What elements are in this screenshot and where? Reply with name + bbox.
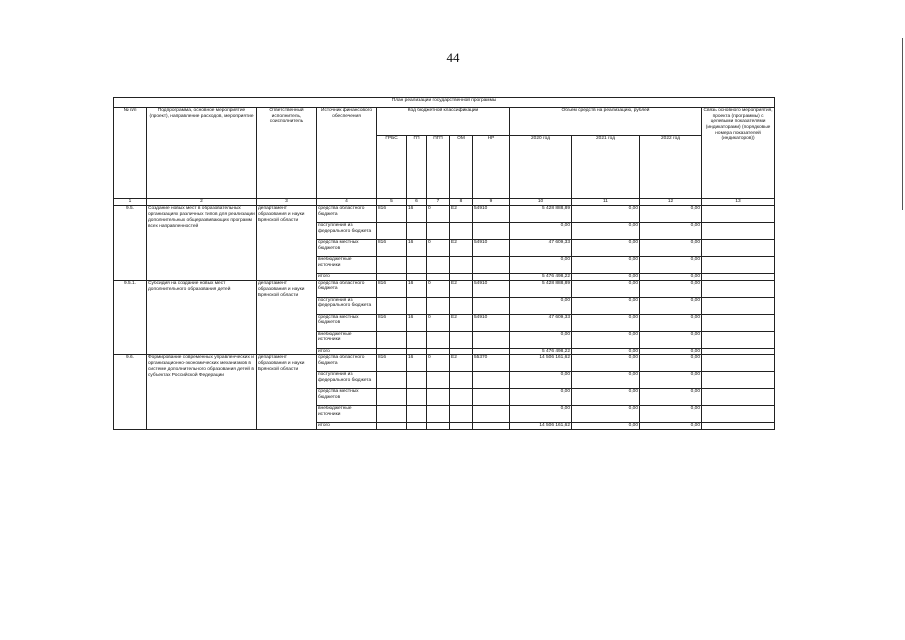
indicator-link-cell xyxy=(702,331,775,348)
header-om: ОМ xyxy=(450,136,473,199)
amount-2021: 0,00 xyxy=(572,274,640,281)
program-plan-table xyxy=(113,97,775,430)
amount-2021: 0,00 xyxy=(572,314,640,331)
amount-2020: 5 476 498,22 xyxy=(510,274,572,281)
grbs-code xyxy=(377,406,407,423)
indicator-link-cell xyxy=(702,314,775,331)
pgp-code xyxy=(427,406,450,423)
funding-source: внебюджетные источники xyxy=(317,257,377,274)
column-number: 10 xyxy=(510,199,572,206)
amount-2020: 0,00 xyxy=(510,406,572,423)
gp-code xyxy=(407,423,427,430)
gp-code xyxy=(407,223,427,240)
indicator-link-cell xyxy=(702,257,775,274)
indicator-link-cell xyxy=(702,423,775,430)
header-subprogram: Подпрограмма, основное мероприятие (проект), направление расходов, мероприятие xyxy=(147,108,257,199)
amount-2021: 0,00 xyxy=(572,331,640,348)
column-number: 4 xyxy=(317,199,377,206)
grbs-code: 816 xyxy=(377,314,407,331)
grbs-code xyxy=(377,372,407,389)
grbs-code xyxy=(377,423,407,430)
row-executor: департамент образования и науки Брянской области xyxy=(257,355,317,430)
grbs-code xyxy=(377,297,407,314)
row-title: Создание новых мест в образовательных организациях различных типов для реализации дополнительных общеразвивающих программ всех направленностей xyxy=(147,206,257,281)
om-code: E2 xyxy=(450,355,473,372)
funding-source: итого xyxy=(317,423,377,430)
amount-2021: 0,00 xyxy=(572,355,640,372)
pgp-code xyxy=(427,274,450,281)
amount-2022: 0,00 xyxy=(640,372,702,389)
header-gp: ГП xyxy=(407,136,427,199)
om-code: E2 xyxy=(450,206,473,223)
column-number: 7 xyxy=(427,199,450,206)
funding-source: итого xyxy=(317,348,377,355)
gp-code: 16 xyxy=(407,206,427,223)
column-number: 8 xyxy=(450,199,473,206)
column-number: 6 xyxy=(407,199,427,206)
row-number: 9.5.1. xyxy=(114,280,147,355)
header-grbs: ГРБС xyxy=(377,136,407,199)
funding-source: средства местных бюджетов xyxy=(317,314,377,331)
row-number: 9.6. xyxy=(114,355,147,430)
amount-2022: 0,00 xyxy=(640,280,702,297)
grbs-code: 816 xyxy=(377,240,407,257)
om-code xyxy=(450,372,473,389)
nr-code xyxy=(473,372,510,389)
nr-code xyxy=(473,297,510,314)
table-row-obl xyxy=(114,206,775,223)
nr-code xyxy=(473,223,510,240)
header-2021: 2021 год xyxy=(572,136,640,199)
grbs-code xyxy=(377,257,407,274)
pgp-code xyxy=(427,348,450,355)
gp-code: 16 xyxy=(407,280,427,297)
om-code xyxy=(450,348,473,355)
funding-source: средства областного бюджета xyxy=(317,280,377,297)
grbs-code xyxy=(377,274,407,281)
indicator-link-cell xyxy=(702,406,775,423)
funding-source: поступления из федерального бюджета xyxy=(317,372,377,389)
nr-code xyxy=(473,389,510,406)
nr-code: 54910 xyxy=(473,314,510,331)
indicator-link-cell xyxy=(702,240,775,257)
grbs-code xyxy=(377,389,407,406)
gp-code: 16 xyxy=(407,314,427,331)
gp-code xyxy=(407,331,427,348)
amount-2020: 0,00 xyxy=(510,223,572,240)
column-number: 11 xyxy=(572,199,640,206)
amount-2020: 0,00 xyxy=(510,331,572,348)
pgp-code: 0 xyxy=(427,314,450,331)
amount-2020: 47 609,33 xyxy=(510,314,572,331)
page-number: 44 xyxy=(446,50,460,65)
pgp-code xyxy=(427,257,450,274)
om-code: E2 xyxy=(450,280,473,297)
amount-2021: 0,00 xyxy=(572,348,640,355)
pgp-code xyxy=(427,331,450,348)
pgp-code: 0 xyxy=(427,355,450,372)
gp-code xyxy=(407,348,427,355)
pgp-code xyxy=(427,297,450,314)
indicator-link-cell xyxy=(702,206,775,223)
pgp-code: 0 xyxy=(427,280,450,297)
amount-2021: 0,00 xyxy=(572,206,640,223)
header-2020: 2020 год xyxy=(510,136,572,199)
amount-2022: 0,00 xyxy=(640,423,702,430)
funding-source: итого xyxy=(317,274,377,281)
pgp-code xyxy=(427,423,450,430)
pgp-code xyxy=(427,223,450,240)
amount-2020: 0,00 xyxy=(510,257,572,274)
om-code xyxy=(450,389,473,406)
indicator-link-cell xyxy=(702,223,775,240)
amount-2020: 0,00 xyxy=(510,372,572,389)
gp-code: 16 xyxy=(407,240,427,257)
gp-code xyxy=(407,389,427,406)
amount-2022: 0,00 xyxy=(640,406,702,423)
nr-code xyxy=(473,406,510,423)
column-number: 13 xyxy=(702,199,775,206)
gp-code xyxy=(407,372,427,389)
funding-source: внебюджетные источники xyxy=(317,331,377,348)
header-volume: Объем средств на реализацию, рублей xyxy=(510,108,702,136)
amount-2020: 5 428 888,89 xyxy=(510,280,572,297)
grbs-code xyxy=(377,331,407,348)
amount-2022: 0,00 xyxy=(640,355,702,372)
indicator-link-cell xyxy=(702,297,775,314)
indicator-link-cell xyxy=(702,389,775,406)
amount-2020: 47 609,33 xyxy=(510,240,572,257)
om-code: E2 xyxy=(450,240,473,257)
grbs-code: 816 xyxy=(377,206,407,223)
amount-2022: 0,00 xyxy=(640,348,702,355)
amount-2022: 0,00 xyxy=(640,240,702,257)
header-pgp: ПГП xyxy=(427,136,450,199)
header-nr: НР xyxy=(473,136,510,199)
om-code xyxy=(450,423,473,430)
indicator-link-cell xyxy=(702,274,775,281)
amount-2021: 0,00 xyxy=(572,389,640,406)
header-2022: 2022 год xyxy=(640,136,702,199)
header-source: Источник финансового обеспечения xyxy=(317,108,377,199)
funding-source: внебюджетные источники xyxy=(317,406,377,423)
column-number: 5 xyxy=(377,199,407,206)
gp-code xyxy=(407,297,427,314)
header-executor: Ответственный исполнитель, соисполнитель xyxy=(257,108,317,199)
amount-2020: 14 506 161,62 xyxy=(510,423,572,430)
nr-code: 54910 xyxy=(473,206,510,223)
amount-2021: 0,00 xyxy=(572,423,640,430)
row-title: Формирование современных управленческих и организационно-экономических механизмов в системе дополнительного образования детей в субъектах Российской Федерации xyxy=(147,355,257,430)
nr-code xyxy=(473,348,510,355)
amount-2020: 5 428 888,89 xyxy=(510,206,572,223)
header-num: № п/п xyxy=(114,108,147,199)
page-edge-line xyxy=(902,38,903,210)
nr-code xyxy=(473,257,510,274)
amount-2022: 0,00 xyxy=(640,206,702,223)
nr-code: 55370 xyxy=(473,355,510,372)
amount-2021: 0,00 xyxy=(572,240,640,257)
funding-source: поступления из федерального бюджета xyxy=(317,297,377,314)
nr-code: 54910 xyxy=(473,240,510,257)
amount-2021: 0,00 xyxy=(572,280,640,297)
amount-2022: 0,00 xyxy=(640,297,702,314)
gp-code: 16 xyxy=(407,355,427,372)
column-numbers-row xyxy=(114,199,775,206)
om-code xyxy=(450,297,473,314)
nr-code xyxy=(473,274,510,281)
row-title: Субсидия на создание новых мест дополнительного образования детей xyxy=(147,280,257,355)
amount-2020: 14 506 161,62 xyxy=(510,355,572,372)
funding-source: средства областного бюджета xyxy=(317,355,377,372)
om-code xyxy=(450,257,473,274)
header-budget-code: Код бюджетной классификации xyxy=(377,108,510,136)
om-code xyxy=(450,406,473,423)
column-number: 3 xyxy=(257,199,317,206)
grbs-code xyxy=(377,223,407,240)
pgp-code: 0 xyxy=(427,240,450,257)
om-code xyxy=(450,274,473,281)
amount-2021: 0,00 xyxy=(572,297,640,314)
funding-source: средства областного бюджета xyxy=(317,206,377,223)
indicator-link-cell xyxy=(702,355,775,372)
amount-2021: 0,00 xyxy=(572,406,640,423)
gp-code xyxy=(407,257,427,274)
om-code xyxy=(450,223,473,240)
pgp-code xyxy=(427,372,450,389)
amount-2020: 5 476 498,22 xyxy=(510,348,572,355)
column-number: 12 xyxy=(640,199,702,206)
amount-2020: 0,00 xyxy=(510,389,572,406)
row-number: 9.5. xyxy=(114,206,147,281)
indicator-link-cell xyxy=(702,348,775,355)
header-link: Связь основного мероприятия, проекта (программы) с целевыми показателями (индикаторами) (порядковые номера показателей (индикаторов)) xyxy=(702,108,775,199)
gp-code xyxy=(407,406,427,423)
nr-code xyxy=(473,331,510,348)
funding-source: средства местных бюджетов xyxy=(317,389,377,406)
amount-2021: 0,00 xyxy=(572,372,640,389)
indicator-link-cell xyxy=(702,280,775,297)
amount-2022: 0,00 xyxy=(640,223,702,240)
amount-2022: 0,00 xyxy=(640,274,702,281)
pgp-code: 0 xyxy=(427,206,450,223)
table-row-obl xyxy=(114,280,775,297)
amount-2021: 0,00 xyxy=(572,223,640,240)
table-row-obl xyxy=(114,355,775,372)
funding-source: средства местных бюджетов xyxy=(317,240,377,257)
column-number: 1 xyxy=(114,199,147,206)
column-number: 9 xyxy=(473,199,510,206)
amount-2022: 0,00 xyxy=(640,331,702,348)
nr-code xyxy=(473,423,510,430)
amount-2020: 0,00 xyxy=(510,297,572,314)
pgp-code xyxy=(427,389,450,406)
grbs-code: 816 xyxy=(377,355,407,372)
om-code: E2 xyxy=(450,314,473,331)
grbs-code xyxy=(377,348,407,355)
om-code xyxy=(450,331,473,348)
amount-2022: 0,00 xyxy=(640,389,702,406)
row-executor: департамент образования и науки Брянской области xyxy=(257,280,317,355)
funding-source: поступления из федерального бюджета xyxy=(317,223,377,240)
table-title: План реализации государственной программы xyxy=(114,98,775,108)
column-number: 2 xyxy=(147,199,257,206)
nr-code: 54910 xyxy=(473,280,510,297)
grbs-code: 816 xyxy=(377,280,407,297)
gp-code xyxy=(407,274,427,281)
indicator-link-cell xyxy=(702,372,775,389)
amount-2021: 0,00 xyxy=(572,257,640,274)
amount-2022: 0,00 xyxy=(640,257,702,274)
row-executor: департамент образования и науки Брянской области xyxy=(257,206,317,281)
amount-2022: 0,00 xyxy=(640,314,702,331)
